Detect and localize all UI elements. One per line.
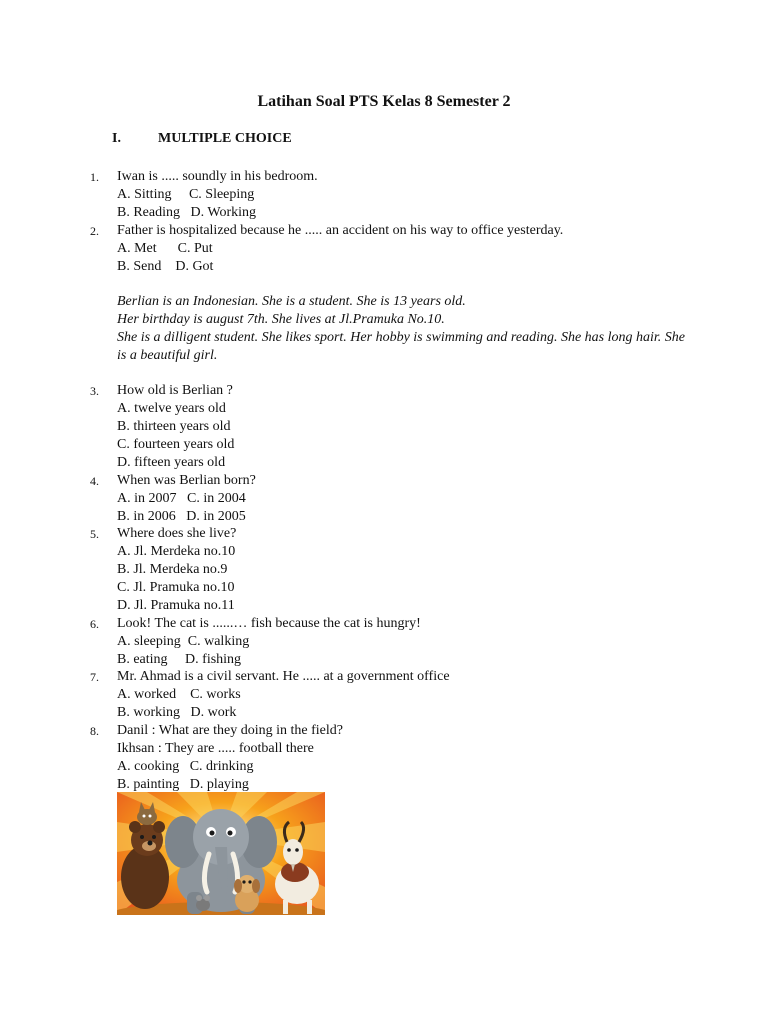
animals-illustration xyxy=(117,792,325,915)
answer-option: C. Jl. Pramuka no.10 xyxy=(117,580,235,595)
section-number: I. xyxy=(112,131,121,146)
question-number: 2. xyxy=(90,224,99,238)
dog-figure xyxy=(234,875,260,912)
question-number: 4. xyxy=(90,474,99,488)
question-number: 3. xyxy=(90,384,99,398)
question-number: 5. xyxy=(90,527,99,541)
answer-option: D. fifteen years old xyxy=(117,455,226,470)
answer-options: B. working D. work xyxy=(117,705,237,720)
question-text: Father is hospitalized because he ..... an accident on his way to office yesterday. xyxy=(117,223,564,238)
answer-option: D. Jl. Pramuka no.11 xyxy=(117,598,235,613)
question-number: 8. xyxy=(90,724,99,738)
question-text: Iwan is ..... soundly in his bedroom. xyxy=(117,169,318,184)
passage-line: She is a dilligent student. She likes sport. Her hobby is swimming and reading. She has long hair. She is a beautiful girl. xyxy=(117,330,686,363)
answer-options: B. eating D. fishing xyxy=(117,652,242,667)
answer-options: A. Met C. Put xyxy=(117,241,213,256)
answer-options: B. Reading D. Working xyxy=(117,205,256,220)
answer-options: A. worked C. works xyxy=(117,687,241,702)
answer-options: A. cooking C. drinking xyxy=(117,759,254,774)
answer-option: A. twelve years old xyxy=(117,401,226,416)
question-text: Look! The cat is ......… fish because the cat is hungry! xyxy=(117,616,421,631)
question-text: When was Berlian born? xyxy=(117,473,256,488)
answer-options: B. painting D. playing xyxy=(117,777,249,792)
dialogue-line: Ikhsan : They are ..... football there xyxy=(117,741,314,756)
reading-passage xyxy=(117,293,687,365)
answer-option: C. fourteen years old xyxy=(117,437,235,452)
answer-option: A. Jl. Merdeka no.10 xyxy=(117,544,236,559)
answer-option: B. Jl. Merdeka no.9 xyxy=(117,562,228,577)
question-number: 7. xyxy=(90,670,99,684)
question-text: Danil : What are they doing in the field? xyxy=(117,723,344,738)
answer-options: B. in 2006 D. in 2005 xyxy=(117,509,246,524)
page-title: Latihan Soal PTS Kelas 8 Semester 2 xyxy=(257,93,511,110)
question-number: 6. xyxy=(90,617,99,631)
question-number: 1. xyxy=(90,170,99,184)
answer-options: A. Sitting C. Sleeping xyxy=(117,187,255,202)
passage-line: Berlian is an Indonesian. She is a student. She is 13 years old. xyxy=(117,294,466,309)
answer-options: A. in 2007 C. in 2004 xyxy=(117,491,246,506)
answer-options: B. Send D. Got xyxy=(117,259,214,274)
answer-options: A. sleeping C. walking xyxy=(117,634,250,649)
section-heading xyxy=(112,131,292,147)
passage-line: Her birthday is august 7th. She lives at Jl.Pramuka No.10. xyxy=(117,312,445,327)
answer-option: B. thirteen years old xyxy=(117,419,231,434)
section-label: MULTIPLE CHOICE xyxy=(158,131,292,146)
question-text: How old is Berlian ? xyxy=(117,383,233,398)
question-text: Mr. Ahmad is a civil servant. He ..... at a government office xyxy=(117,669,450,684)
question-text: Where does she live? xyxy=(117,526,237,541)
